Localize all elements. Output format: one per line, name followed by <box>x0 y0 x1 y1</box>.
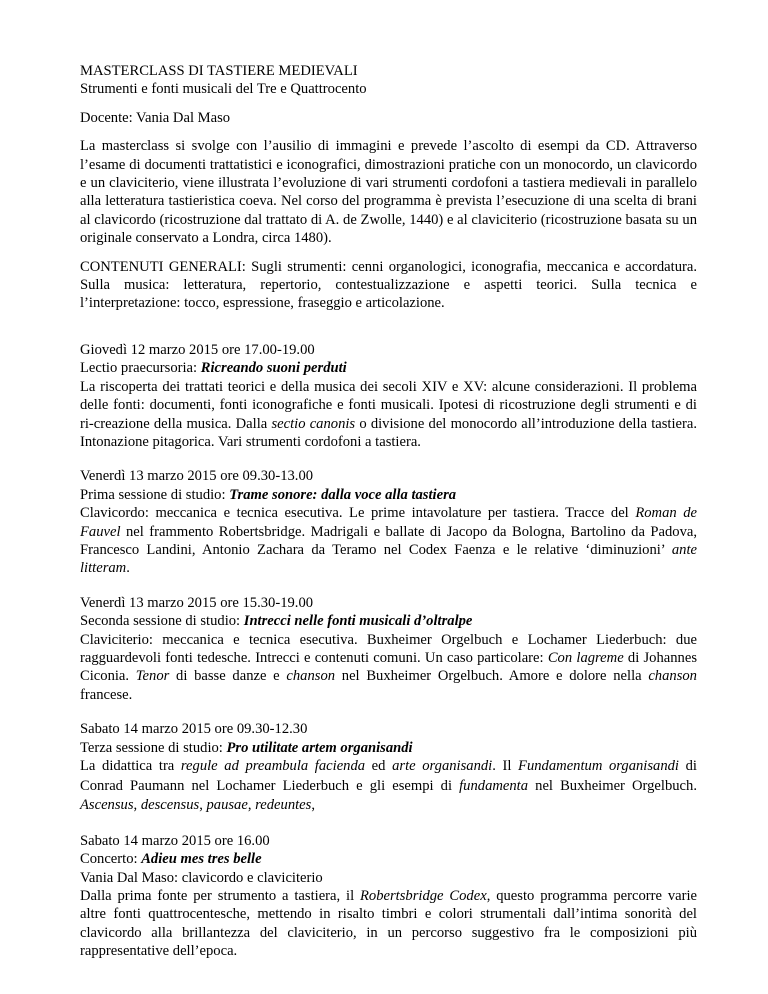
italic-term: redeuntes <box>255 797 312 814</box>
text-run: , questo programma percorre varie altre fonti quattrocentesche, mettendo in risalto timbri e colori strumentali dall’intima sonorità del clavicordo alla brillantezza del claviciterio, in un percorso suggestivo fra le composizioni più rappresentative dell’epoca. <box>80 888 697 960</box>
session-date: Venerdì 13 marzo 2015 ore 15.30-19.00 <box>80 594 314 611</box>
italic-term: sectio canonis <box>271 415 356 432</box>
text-run: La didattica tra <box>80 758 181 774</box>
italic-term: ante litteram <box>80 541 697 577</box>
italic-term: Ascensus <box>80 797 134 814</box>
session-title: Intrecci nelle fonti musicali d’oltralpe <box>243 613 473 630</box>
italic-term: fundamenta <box>459 777 529 794</box>
session-label: Terza sessione di studio: <box>80 739 227 756</box>
session-date: Venerdì 13 marzo 2015 ore 09.30-13.00 <box>80 468 314 485</box>
text-run: francese. <box>80 686 133 703</box>
concert-title: Adieu mes tres belle <box>141 851 262 868</box>
italic-term: chanson <box>648 668 697 685</box>
concert-performer: Vania Dal Maso: clavicordo e claviciterio <box>80 869 323 886</box>
document-subtitle: Strumenti e fonti musicali del Tre e Quattrocento <box>80 81 367 98</box>
italic-term: Con lagreme <box>547 649 624 666</box>
session-heading <box>80 612 697 630</box>
text-run: La riscoperta dei trattati teorici e della musica dei secoli XIV e XV: alcune considerazioni. Il problema delle fonti: documenti, fonti iconografiche e fonti musicali. Ipotesi di ricostruzione degli strumenti e di ri-creazione della musica. Dalla <box>80 378 697 432</box>
concert-description <box>80 887 697 961</box>
session-block <box>80 720 697 816</box>
text-run: , <box>133 797 141 814</box>
italic-term: pausae <box>206 797 248 814</box>
session-heading <box>80 739 697 757</box>
italic-term: Fundamentum organisandi <box>518 758 679 774</box>
text-run: . Il <box>492 758 519 774</box>
text-run: Dalla prima fonte per strumento a tastiera, il <box>80 888 361 904</box>
text-run: di Conrad Paumann nel Lochamer Liederbuch e gli esempi di <box>80 758 697 794</box>
session-label: Prima sessione di studio: <box>80 486 230 503</box>
session-date: Giovedì 12 marzo 2015 ore 17.00-19.00 <box>80 341 315 358</box>
concert-heading <box>80 850 697 868</box>
session-description <box>80 631 697 705</box>
concert-date: Sabato 14 marzo 2015 ore 16.00 <box>80 832 270 849</box>
session-label: Seconda sessione di studio: <box>80 613 244 630</box>
italic-term: regule ad preambula facienda <box>180 758 366 774</box>
text-run: o divisione del monocordo all’introduzione della tastiera. Intonazione pitagorica. Vari strumenti cordofoni a tastiera. <box>80 415 698 450</box>
session-title: Pro utilitate artem organisandi <box>226 739 413 756</box>
text-run: , <box>247 797 256 814</box>
text-run: nel frammento Robertsbridge. Madrigali e ballate di Jacopo da Bologna, Bartolino da Padova, Francesco Landini, Antonio Zachara da Teramo nel Codex Faenza e le relative ‘diminuzioni’ <box>80 523 697 558</box>
session-title: Trame sonore: dalla voce alla tastiera <box>229 486 457 503</box>
concert-label: Concerto: <box>80 851 142 868</box>
italic-term: Tenor <box>135 668 170 685</box>
intro-paragraph: La masterclass si svolge con l’ausilio di immagini e prevede l’ascolto di esempi da CD. Attraverso l’esame di documenti trattatistici e iconografici, dimostrazioni pratiche con un monocordo, un clavicordo e un claviciterio, viene illustrata l’evoluzione di vari strumenti cordofoni a tastiera medievali in parallelo alla letteratura tastieristica coeva. Nel corso del programma è prevista l’esecuzione di una scelta di brani al clavicordo (ricostruzione dal trattato di A. de Zwolle, 1440) e al claviciterio (ricostruzione basata su un originale conservato a Londra, circa 1480). <box>80 138 697 247</box>
italic-term: descensus <box>140 797 200 814</box>
italic-term: arte organisandi <box>392 758 493 774</box>
session-date: Sabato 14 marzo 2015 ore 09.30-12.30 <box>80 721 308 738</box>
session-title: Ricreando suoni perduti <box>200 360 347 377</box>
document-title: MASTERCLASS DI TASTIERE MEDIEVALI <box>80 63 358 79</box>
session-description <box>80 757 697 816</box>
concert-block <box>80 832 697 961</box>
italic-term: Robertsbridge Codex <box>360 888 487 904</box>
session-heading <box>80 359 697 377</box>
text-run: di basse danze e <box>169 668 287 685</box>
session-label: Lectio praecursoria: <box>80 360 201 377</box>
text-run: ed <box>365 758 393 774</box>
session-description <box>80 504 697 578</box>
text-run: Claviciterio: meccanica e tecnica esecutiva. Buxheimer Orgelbuch e Lochamer Liederbuch: due ragguardevoli fonti tedesche. Intrecci e contenuti comuni. Un caso particolare: <box>80 631 697 666</box>
session-heading <box>80 486 697 504</box>
text-run: , <box>199 797 207 814</box>
italic-term: Roman de Fauvel <box>80 505 697 540</box>
document-page <box>80 62 697 961</box>
session-block <box>80 341 697 451</box>
text-run: Clavicordo: meccanica e tecnica esecutiva. Le prime intavolature per tastiera. Tracce del <box>80 505 636 522</box>
text-run: nel Buxheimer Orgelbuch. Amore e dolore nella <box>335 668 649 685</box>
general-contents-paragraph: CONTENUTI GENERALI: Sugli strumenti: cenni organologici, iconografia, meccanica e accordatura. Sulla musica: letteratura, repertorio, contestualizzazione e aspetti teorici. Sulla tecnica e l’interpretazione: tocco, espressione, fraseggio e articolazione. <box>80 258 697 312</box>
text-run: . <box>126 560 130 577</box>
italic-term: chanson <box>286 668 336 685</box>
text-run: , <box>311 797 315 814</box>
text-run: nel Buxheimer Orgelbuch. <box>528 777 697 794</box>
session-block <box>80 594 697 704</box>
teacher-line: Docente: Vania Dal Maso <box>80 109 231 126</box>
session-description <box>80 378 697 452</box>
text-run: di Johannes Ciconia. <box>80 649 697 685</box>
session-block <box>80 467 697 577</box>
